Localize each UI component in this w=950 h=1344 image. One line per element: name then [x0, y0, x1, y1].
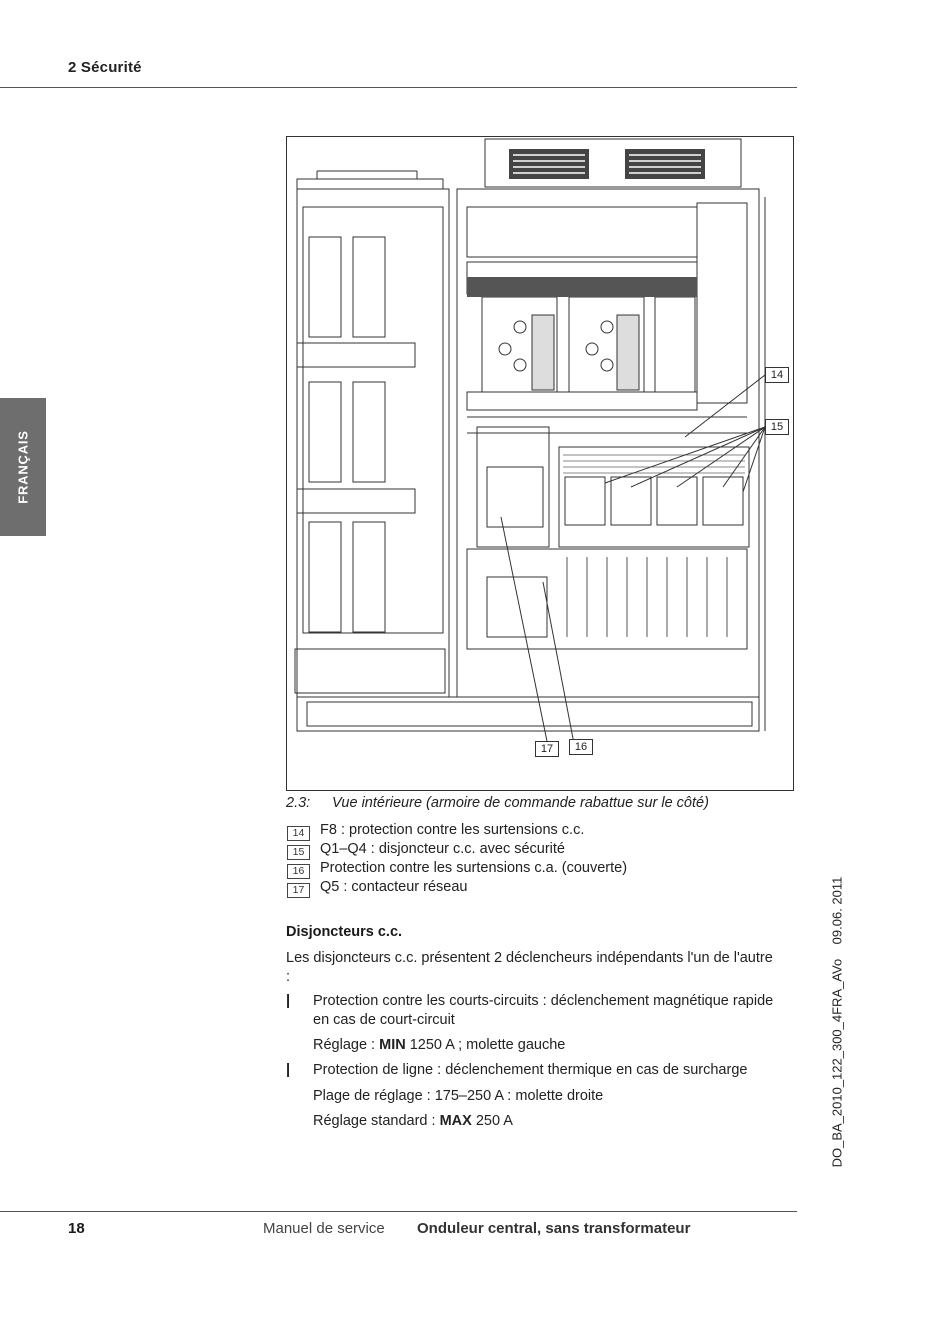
bullet-marker: |	[286, 993, 291, 1009]
section-title: Disjoncteurs c.c.	[286, 924, 403, 940]
document-reference	[828, 877, 846, 1167]
bullet-line-protection: Protection de ligne : déclenchement thermique en cas de surcharge	[313, 1062, 748, 1078]
legend-text: Q1–Q4 : disjoncteur c.c. avec sécurité	[320, 841, 565, 857]
setting-standard-value: MAX	[439, 1113, 472, 1129]
legend-item	[287, 879, 468, 898]
setting-min	[313, 1036, 565, 1055]
legend-item	[287, 841, 565, 860]
language-tab	[0, 398, 46, 536]
setting-standard-prefix: Réglage standard :	[313, 1113, 440, 1129]
legend-number: 17	[287, 883, 310, 898]
setting-min-value: MIN	[379, 1037, 406, 1053]
setting-standard-suffix: 250 A	[471, 1113, 513, 1129]
footer-manual-label: Manuel de service	[263, 1220, 385, 1237]
caption-text: Vue intérieure (armoire de commande rabattue sur le côté)	[332, 795, 709, 811]
setting-range: Plage de réglage : 175–250 A : molette droite	[313, 1088, 604, 1104]
footer-product-name: Onduleur central, sans transformateur	[417, 1220, 691, 1237]
legend-number: 14	[287, 826, 310, 841]
callout-17: 17	[535, 741, 559, 757]
intro-paragraph: Les disjoncteurs c.c. présentent 2 déclencheurs indépendants l'un de l'autre :	[286, 950, 773, 985]
bullet-short-circuit: Protection contre les courts-circuits : déclenchement magnétique rapide en cas de court-circuit	[313, 993, 774, 1028]
legend-number: 15	[287, 845, 310, 860]
caption-number: 2.3:	[286, 795, 311, 811]
setting-min-prefix: Réglage :	[313, 1037, 380, 1053]
page-number: 18	[68, 1220, 85, 1237]
cabinet-interior-figure	[286, 136, 794, 791]
language-tab-label: FRANÇAIS	[15, 430, 31, 504]
legend-number: 16	[287, 864, 310, 879]
legend-item	[287, 860, 627, 879]
setting-min-suffix: 1250 A ; molette gauche	[405, 1037, 566, 1053]
callout-16: 16	[569, 739, 593, 755]
document-reference-text: DO_BA_2010_122_300_4FRA_AVo 09.06. 2011	[829, 876, 845, 1168]
callout-14: 14	[765, 367, 789, 383]
legend-text: Protection contre les surtensions c.a. (couverte)	[320, 860, 628, 876]
setting-standard	[313, 1112, 513, 1131]
cabinet-drawing	[287, 137, 793, 790]
header-divider	[0, 87, 797, 88]
legend-text: Q5 : contacteur réseau	[320, 879, 468, 895]
legend-item	[287, 822, 584, 841]
section-header: 2 Sécurité	[68, 59, 142, 76]
figure-caption	[286, 795, 709, 811]
bullet-marker: |	[286, 1062, 291, 1078]
footer-divider	[0, 1211, 797, 1212]
legend-text: F8 : protection contre les surtensions c.c.	[320, 822, 585, 838]
callout-15: 15	[765, 419, 789, 435]
